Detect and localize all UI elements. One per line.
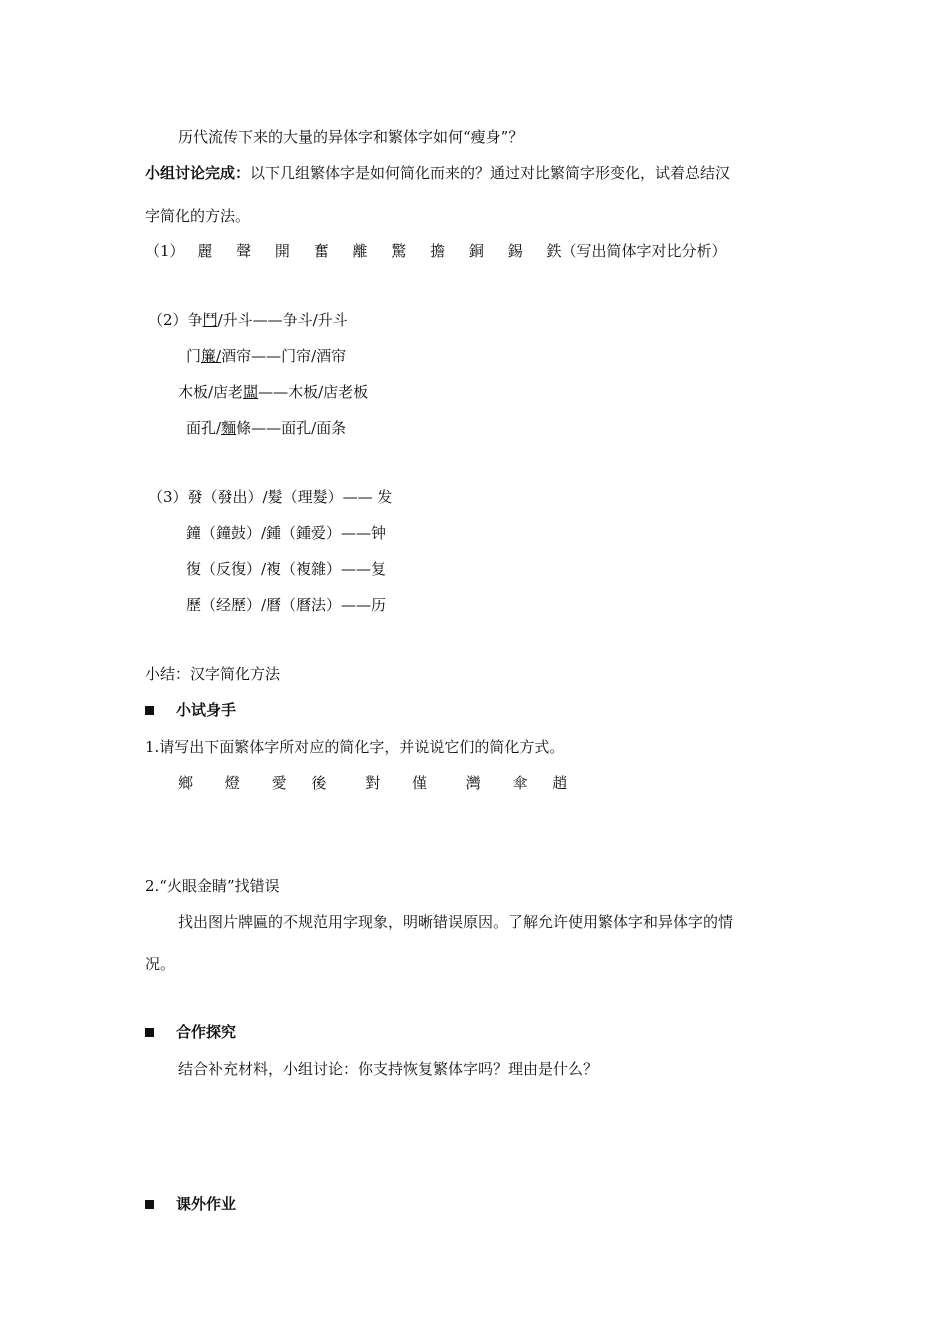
group2-text: 面孔/ [186,419,222,437]
group2-underlined: 簾/ [201,347,222,365]
group1-char: 鉄 [546,242,562,260]
group3-text: 發（發出）/髮（理髮）—— 发 [187,488,393,506]
group3-row [148,487,392,507]
q1-char: 後 [311,774,327,792]
q1-char: 愛 [271,774,287,792]
group1-char: 麗 [197,242,213,260]
q1-char: 對 [365,774,381,792]
q2-text-2: 况。 [145,955,176,973]
group2-text: 條——面孔/面条 [236,419,347,437]
group2-text: ——木板/店老板 [258,383,369,401]
group2-underlined: 麵 [221,419,237,437]
square-bullet-icon [145,1200,154,1209]
q1-char: 趙 [552,774,568,792]
section-practice-title: 小试身手 [176,701,237,719]
coop-text: 结合补充材料，小组讨论：你支持恢复繁体字吗？理由是什么？ [178,1060,599,1078]
group1-char: 擔 [430,242,446,260]
group2-row [186,346,346,366]
group3-row: 歷（经歷）/曆（曆法）——历 [186,596,387,614]
discussion-text-1: 以下几组繁体字是如何简化而来的？通过对比繁简字形变化，试着总结汉 [250,164,731,182]
q1-char: 灣 [465,774,481,792]
discussion-label: 小组讨论完成： [145,164,251,182]
section-homework-title: 课外作业 [176,1195,237,1213]
group2-row [148,310,348,330]
group3-prefix: （3） [148,488,188,506]
group2-underlined: 鬥 [202,311,218,329]
q1-char: 僅 [411,774,427,792]
group2-prefix: （2） [148,311,188,329]
group1-char: 奮 [313,242,329,260]
group3-row: 鐘（鐘鼓）/鍾（鍾爱）——钟 [186,524,387,542]
q1-chars-row [178,773,567,793]
discussion-line-2: 字简化的方法。 [145,207,251,225]
group1-char: 開 [274,242,290,260]
group2-text: /升斗——争斗/升斗 [217,311,348,329]
group2-text: 争 [187,311,203,329]
q2-title: 2.“火眼金睛”找错误 [145,877,280,895]
group1-char: 錫 [507,242,523,260]
group1-char: 離 [352,242,368,260]
q1-char: 燈 [224,774,240,792]
group1-char: 驚 [391,242,407,260]
group3-row: 復（反復）/複（複雜）——复 [186,560,387,578]
group2-underlined: 闆 [243,383,259,401]
group2-row [186,418,346,438]
group1-char: 銅 [468,242,484,260]
group1-note: （写出简体字对比分析） [561,242,727,260]
q1-text: 1.请写出下面繁体字所对应的简化字，并说说它们的简化方式。 [145,738,565,756]
section-homework-heading [145,1194,236,1214]
discussion-line-1 [145,163,730,183]
section-practice-heading [145,700,236,720]
q2-text-1: 找出图片牌匾的不规范用字现象，明晰错误原因。了解允许使用繁体字和异体字的情 [178,913,734,931]
section-coop-title: 合作探究 [176,1023,237,1041]
q1-char: 鄉 [178,774,194,792]
group2-text: 门 [186,347,202,365]
group2-text: 木板/店老 [178,383,244,401]
group1-prefix: （1） [145,242,185,260]
intro-text: 历代流传下来的大量的异体字和繁体字如何“瘦身”？ [178,128,524,146]
section-coop-heading [145,1022,236,1042]
square-bullet-icon [145,1028,154,1037]
square-bullet-icon [145,706,154,715]
group2-text: 酒帘——门帘/酒帘 [221,347,347,365]
group1-row [145,241,727,261]
q1-char: 傘 [512,774,528,792]
summary-text: 小结：汉字简化方法 [145,665,281,683]
group1-char: 聲 [236,242,252,260]
group2-row [178,382,368,402]
